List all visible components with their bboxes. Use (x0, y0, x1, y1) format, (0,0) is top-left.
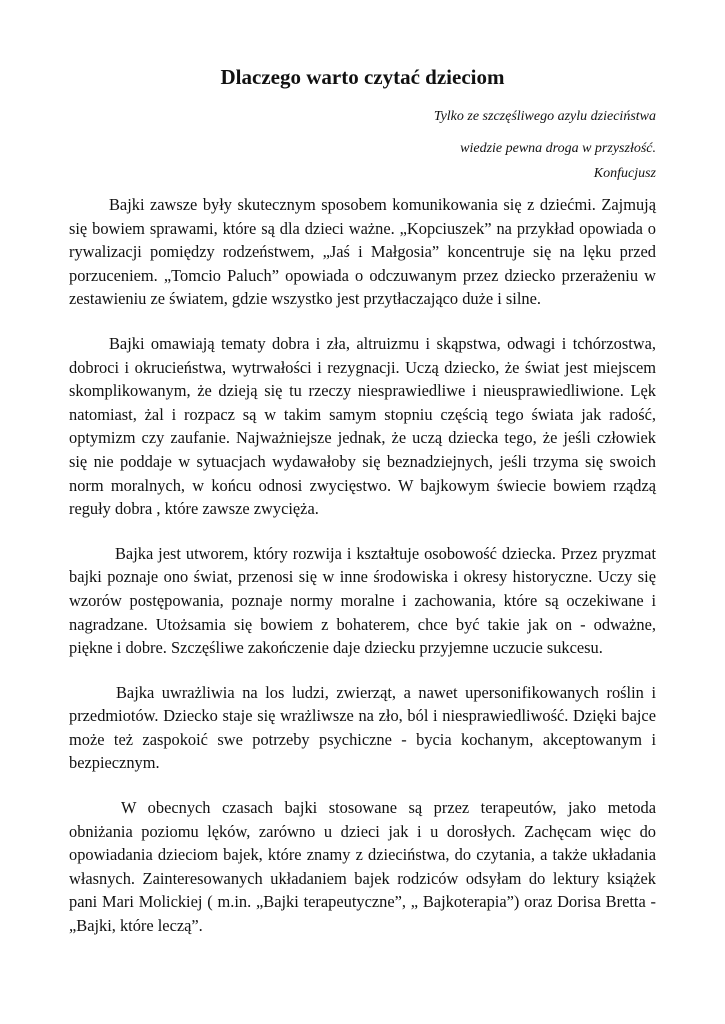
epigraph-author: Konfucjusz (593, 166, 656, 181)
article-body (69, 193, 656, 959)
paragraph-4: Bajka uwrażliwia na los ludzi, zwierząt, a nawet upersonifikowanych roślin i przedmiotów. Dziecko staje się wrażliwsze na zło, ból i niesprawiedliwość. Dzięki bajce może też zaspokoić swe potrzeby psychiczne - bycia kochanym, akceptowanym i bezpiecznym. (69, 682, 656, 773)
paragraph-2: Bajki omawiają tematy dobra i zła, altruizmu i skąpstwa, odwagi i tchórzostwa, dobroci i okrucieństwa, wytrwałości i rezygnacji. Uczą dziecko, że świat jest miejscem skomplikowanym, że dzieją się tu rzeczy niesprawiedliwe i nieusprawiedliwione. Lęk natomiast, żal i rozpacz są w takim samym stopniu częścią tego świata jak radość, optymizm czy zaufanie. Najważniejsze jednak, że uczą dziecka tego, że jeśli człowiek się nie poddaje w sytuacjach wydawałoby się beznadziejnych, jeśli trzyma się swoich norm moralnych, w końcu odnosi zwycięstwo. W bajkowym świecie bowiem rządzą reguły dobra , które zawsze zwycięża. (69, 333, 656, 519)
paragraph-1: Bajki zawsze były skutecznym sposobem komunikowania się z dziećmi. Zajmują się bowiem sprawami, które są dla dzieci ważne. „Kopciuszek” na przykład opowiada o rywalizacji pomiędzy rodzeństwem, „Jaś i Małgosia” koncentruje się na lęku przed porzuceniem. „Tomcio Paluch” opowiada o odczuwanym przez dziecko przerażeniu w zestawieniu ze światem, gdzie wszystko jest przytłaczająco duże i silne. (69, 195, 656, 309)
paragraph-3: Bajka jest utworem, który rozwija i kształtuje osobowość dziecka. Przez pryzmat bajki poznaje ono świat, przenosi się w inne środowiska i okresy historyczne. Uczy się wzorów postępowania, poznaje normy moralne i zachowania, które są oczekiwane i nagradzane. Utożsamia się bowiem z bohaterem, chce być takie jak on - odważne, piękne i dobre. Szczęśliwe zakończenie daje dziecku przyjemne uczucie sukcesu. (69, 543, 656, 658)
paragraph-5: W obecnych czasach bajki stosowane są przez terapeutów, jako metoda obniżania poziomu lęków, zarówno u dzieci jak i u dorosłych. Zachęcam więc do opowiadania dzieciom bajek, które znamy z dzieciństwa, do czytania, a także układania własnych. Zainteresowanych układaniem bajek rodziców odsyłam do lektury książek pani Mari Molickiej ( m.in. „Bajki terapeutyczne”, „ Bajkoterapia”) oraz Dorisa Bretta - „Bajki, które leczą”. (69, 798, 656, 936)
page-title: Dlaczego warto czytać dzieciom (220, 65, 505, 89)
epigraph-line-1: Tylko ze szczęśliwego azylu dzieciństwa (433, 109, 656, 124)
epigraph-line-2: wiedzie pewna droga w przyszłość. (460, 141, 656, 156)
